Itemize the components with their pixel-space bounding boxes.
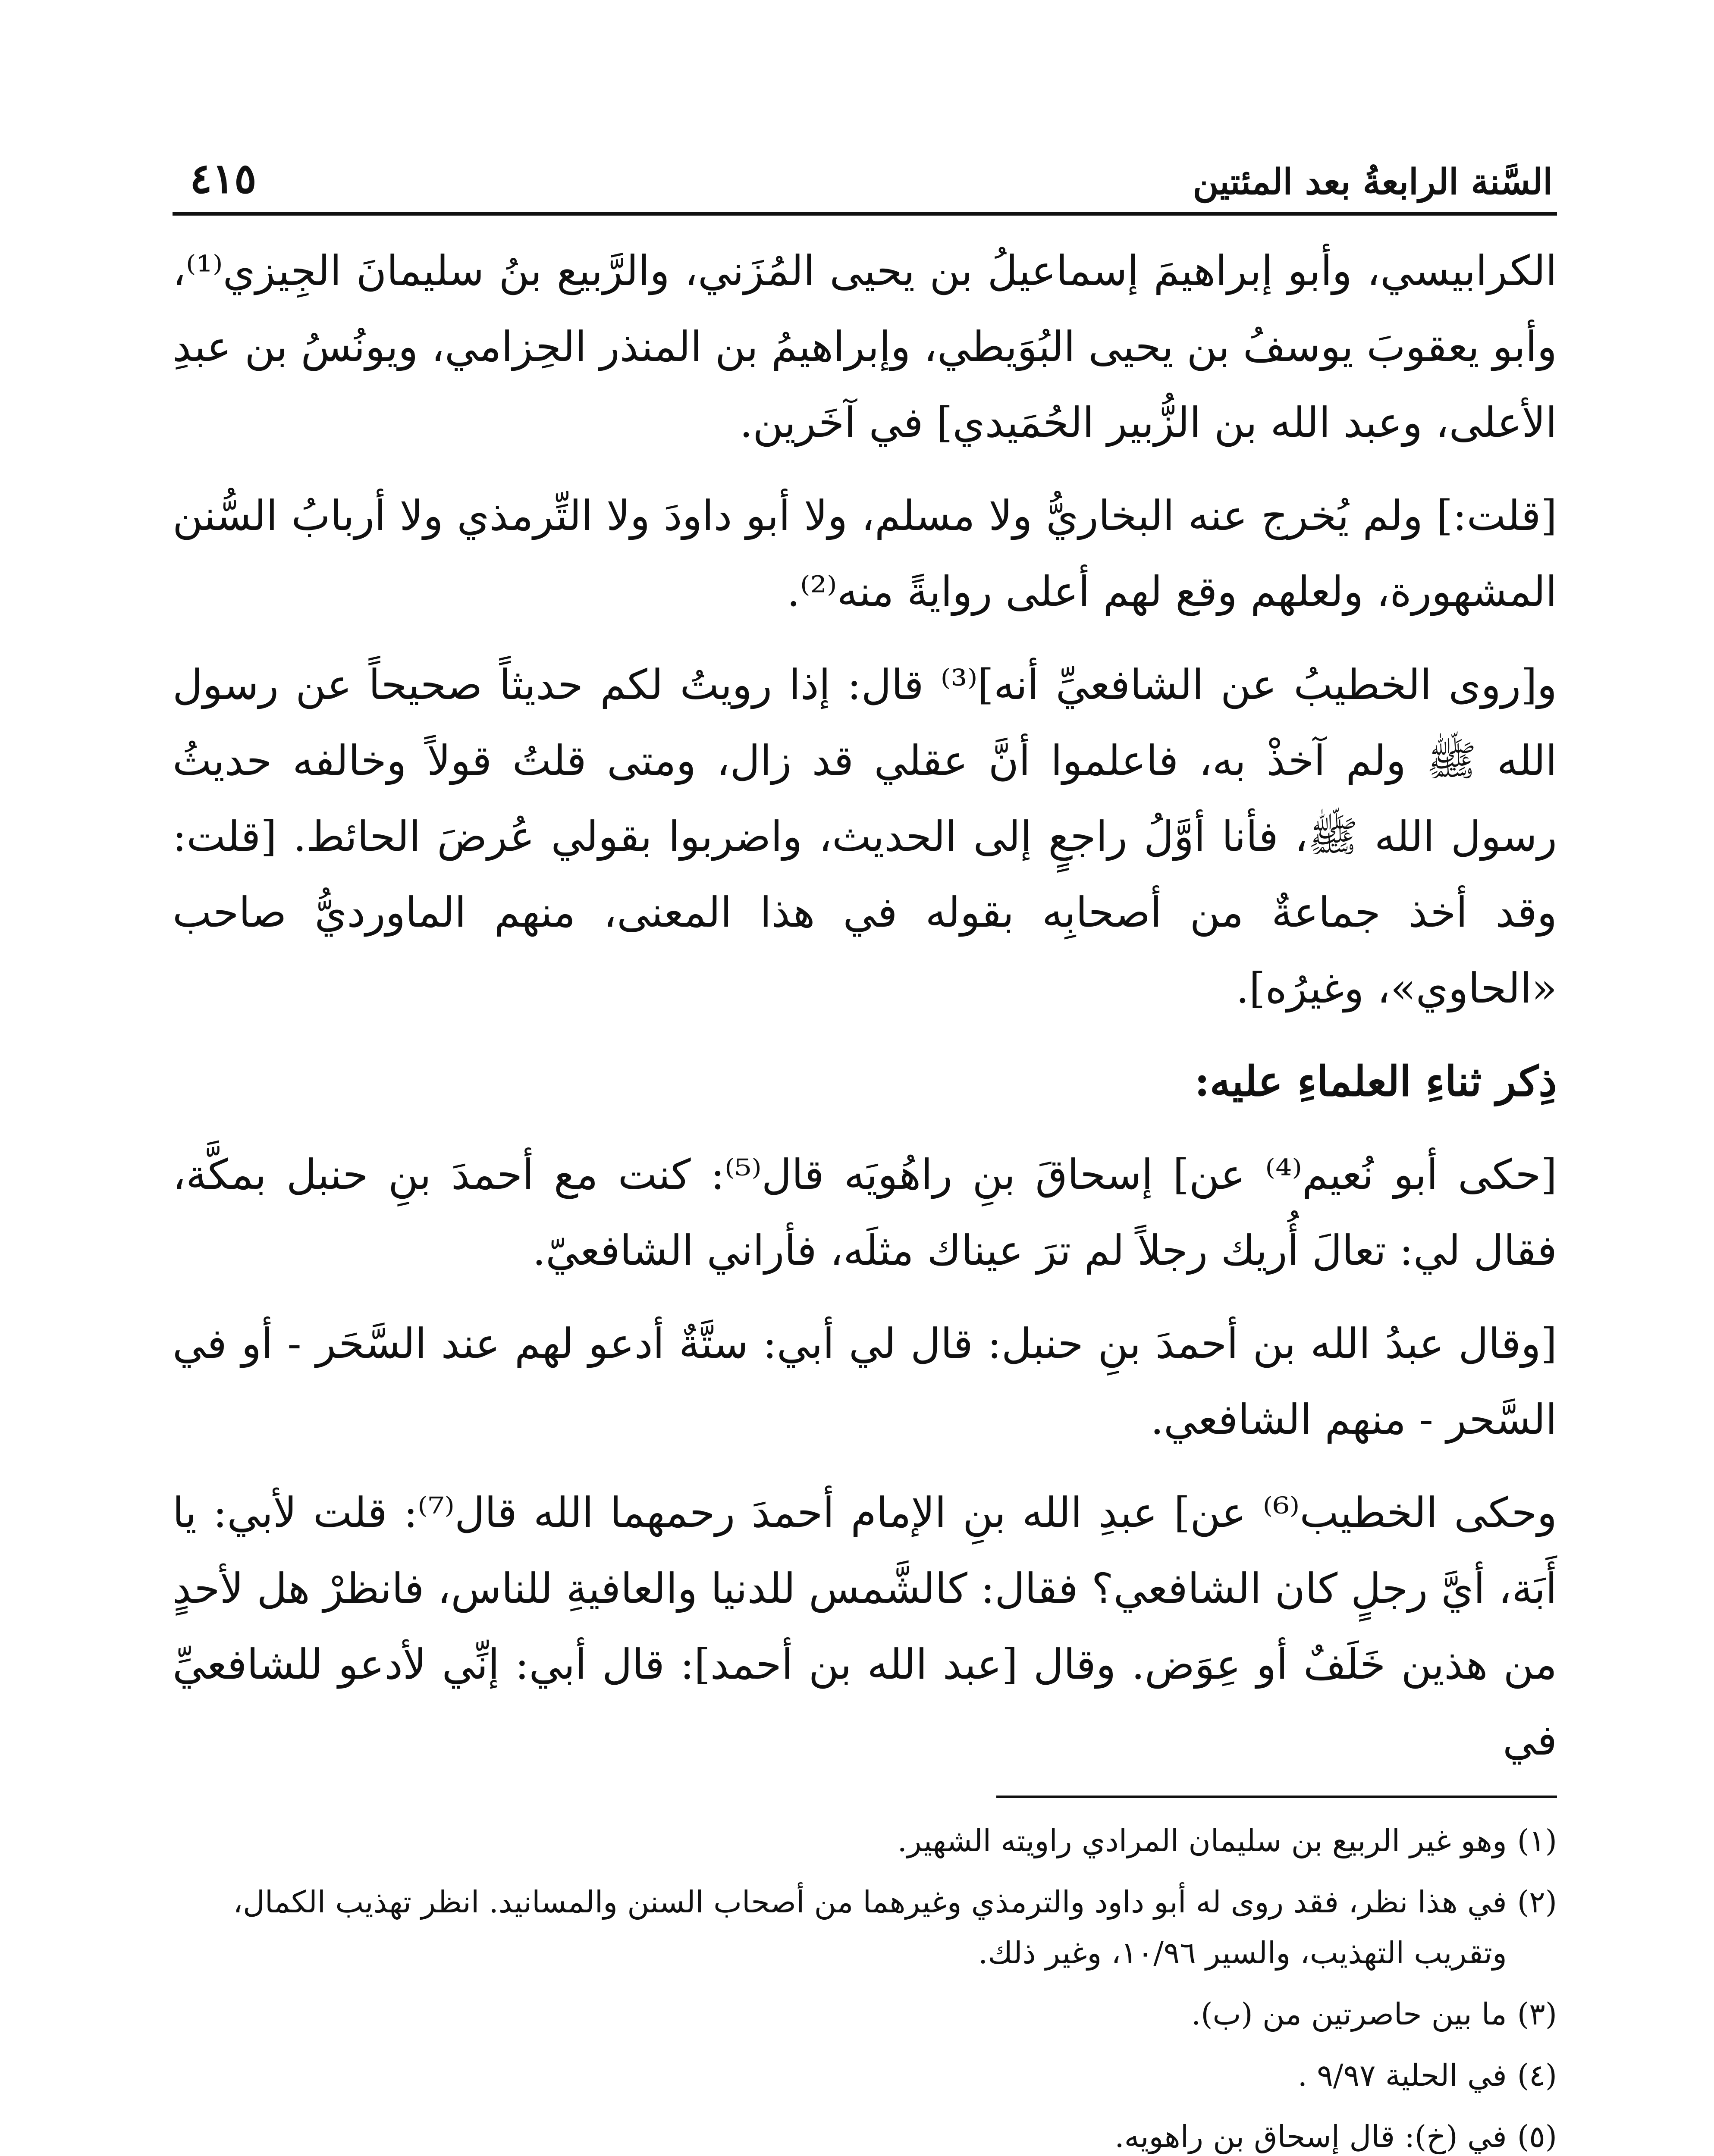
footnote xyxy=(173,2050,1557,2101)
paragraph: [وقال عبدُ الله بن أحمدَ بنِ حنبل: قال لي أبي: ستَّةٌ أدعو لهم عند السَّحَر - أو في السَّحر - منهم الشافعي. xyxy=(173,1319,1557,1444)
footnote-number: (٢) xyxy=(1517,1884,1557,1920)
footnote-text: ما بين حاصرتين من (ب). xyxy=(1191,1996,1507,2032)
footnote xyxy=(173,1815,1557,1866)
footnote-text: في الحلية ٩/٩٧ . xyxy=(1297,2058,1507,2093)
running-title: السَّنة الرابعةُ بعد المئتين xyxy=(1193,161,1553,203)
footnote-number: (٣) xyxy=(1517,1996,1557,2032)
footnote-number: (٤) xyxy=(1517,2058,1557,2093)
footnote xyxy=(173,1989,1557,2040)
main-text xyxy=(173,233,1557,1778)
footnote-text: وهو غير الربيع بن سليمان المرادي راويته الشهير. xyxy=(897,1823,1507,1858)
footnote-text: في هذا نظر، فقد روى له أبو داود والترمذي وغيرهما من أصحاب السنن والمسانيد. انظر تهذيب الكمال، وتقريب التهذيب، والسير ١٠/٩٦، وغير ذلك. xyxy=(233,1884,1507,1971)
footnote-number: (٥) xyxy=(1517,2119,1557,2154)
page-header xyxy=(173,138,1557,216)
paragraph: الكرابيسي، وأبو إبراهيمَ إسماعيلُ بن يحيى المُزَني، والرَّبيع بنُ سليمانَ الجِيزي⁽¹⁾، وأبو يعقوبَ يوسفُ بن يحيى البُوَيطي، وإبراهيمُ بن المنذر الحِزامي، ويونُسُ بن عبدِ الأعلى، وعبد الله بن الزُّبير الحُمَيدي] في آخَرين. xyxy=(173,247,1557,447)
paragraph: و[روى الخطيبُ عن الشافعيِّ أنه]⁽³⁾ قال: إذا رويتُ لكم حديثاً صحيحاً عن رسول الله ﷺ ولم آخذْ به، فاعلموا أنَّ عقلي قد زال، ومتى قلتُ قولاً وخالفه حديثُ رسول الله ﷺ، فأنا أوَّلُ راجعٍ إلى الحديث، واضربوا بقولي عُرضَ الحائط. [قلت: وقد أخذ جماعةٌ من أصحابِه بقوله في هذا المعنى، منهم الماورديُّ صاحب «الحاوي»، وغيرُه]. xyxy=(173,661,1557,1012)
footnote-divider xyxy=(996,1796,1557,1798)
paragraph: [حكى أبو نُعيم⁽⁴⁾ عن] إسحاقَ بنِ راهُويَه قال⁽⁵⁾: كنت مع أحمدَ بنِ حنبل بمكَّة، فقال لي: تعالَ أُريك رجلاً لم ترَ عيناك مثلَه، فأراني الشافعيّ. xyxy=(173,1150,1557,1275)
footnote xyxy=(173,1877,1557,1978)
footnotes xyxy=(173,1815,1557,2156)
footnote-number: (١) xyxy=(1517,1823,1557,1858)
footnote xyxy=(173,2111,1557,2156)
footnote-text: في (خ): قال إسحاق بن راهويه. xyxy=(1114,2119,1507,2154)
paragraph: وحكى الخطيب⁽⁶⁾ عن] عبدِ الله بنِ الإمام أحمدَ رحمهما الله قال⁽⁷⁾: قلت لأبي: يا أَبَة، أيَّ رجلٍ كان الشافعي؟ فقال: كالشَّمس للدنيا والعافيةِ للناس، فانظرْ هل لأحدٍ من هذين خَلَفٌ أو عِوَض. وقال [عبد الله بن أحمد]: قال أبي: إنِّي لأدعو للشافعيِّ في xyxy=(173,1489,1557,1764)
page-number: ٤١٥ xyxy=(190,154,257,203)
section-heading: ذِكر ثناءِ العلماءِ عليه: xyxy=(1194,1057,1557,1106)
paragraph: [قلت:] ولم يُخرج عنه البخاريُّ ولا مسلم، ولا أبو داودَ ولا التِّرمذي ولا أربابُ السُّنن المشهورة، ولعلهم وقع لهم أعلى روايةً منه⁽²⁾. xyxy=(173,492,1557,616)
book-page xyxy=(173,138,1557,2156)
